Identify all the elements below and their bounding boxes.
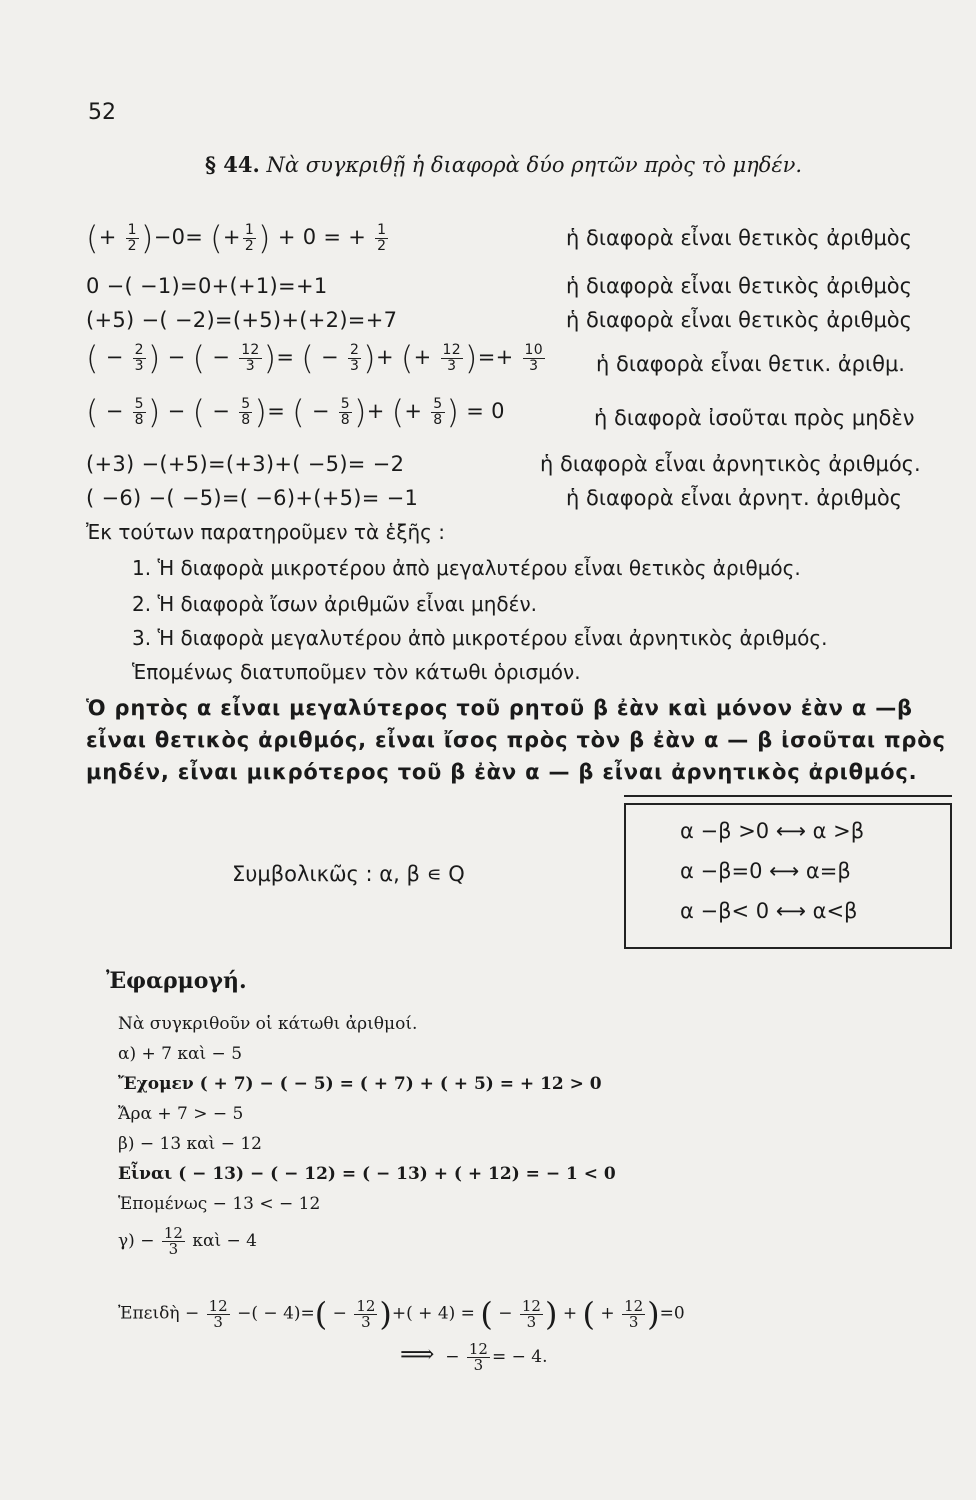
equation-1: (+ $\frac{1}{2}$ )−0= (+ $\frac{1}{2}$ ) + 0 = + $\frac{1}{2}$ [86,219,387,257]
symbolic-row-2: α −β=0 ⟷ α=β [680,859,851,883]
application-line-8: γ) − $\frac{12}{3}$ καὶ − 4 [118,1224,257,1258]
application-line-6: Εἶναι ( − 13) − ( − 12) = ( − 13) + ( + 12) = − 1 < 0 [118,1164,616,1184]
observation-3: 3. Ἡ διαφορὰ μεγαλυτέρου ἀπὸ μικροτέρου εἶναι ἀρνητικὸς ἀριθμός. [132,626,828,650]
observations-outro: Ἑπομένως διατυποῦμεν τὸν κάτωθι ὁρισμόν. [132,660,581,684]
application-title: Ἐφαρμογή. [106,968,247,994]
application-line-7: Ἑπομένως − 13 < − 12 [118,1194,321,1214]
section-heading: Νὰ συγκριθῇ ἡ διαφορὰ δύο ρητῶν πρὸς τὸ μηδέν. [266,153,803,177]
equation-4-result: ἡ διαφορὰ εἶναι θετικ. ἀριθμ. [596,352,905,376]
application-line-9: Ἐπειδὴ − $\frac{12}{3}$ −( − 4)=( − $\frac{12}{3}$ )+( + 4) = ( − $\frac{12}{3}$ ) + ( + $\frac{12}{3}$ )=0 [118,1295,685,1333]
section-title [205,152,802,177]
equation-3-result: ἡ διαφορὰ εἶναι θετικὸς ἀριθμὸς [566,308,912,332]
application-line-5: β) − 13 καὶ − 12 [118,1134,263,1154]
equation-3: (+5) −( −2)=(+5)+(+2)=+7 [86,308,398,332]
definition-line-1: Ὁ ρητὸς α εἶναι μεγαλύτερος τοῦ ρητοῦ β ἐὰν καὶ μόνον ἐὰν α —β [86,696,913,720]
box-top-rule [624,795,952,797]
equation-4: ( − $\frac{2}{3}$ ) − ( − $\frac{12}{3}$ )= ( − $\frac{2}{3}$ )+ (+ $\frac{12}{3}$ )=+ $\frac{10}{3}$ [86,339,543,377]
equation-7-result: ἡ διαφορὰ εἶναι ἀρνητ. ἀριθμὸς [566,486,903,510]
equation-2-result: ἡ διαφορὰ εἶναι θετικὸς ἀριθμὸς [566,274,912,298]
symbolic-box [624,803,952,949]
equation-7: ( −6) −( −5)=( −6)+(+5)= −1 [86,486,419,510]
symbolic-label: Συμβολικῶς : α, β ∊ Q [232,862,465,886]
equation-6-result: ἡ διαφορὰ εἶναι ἀρνητικὸς ἀριθμός. [540,452,921,476]
page-number: 52 [88,100,116,125]
observations-intro: Ἐκ τούτων παρατηροῦμεν τὰ ἑξῆς : [86,520,445,544]
observation-1: 1. Ἡ διαφορὰ μικροτέρου ἀπὸ μεγαλυτέρου εἶναι θετικὸς ἀριθμός. [132,556,801,580]
section-number: § 44. [205,152,260,177]
symbolic-row-3: α −β< 0 ⟷ α<β [680,899,858,923]
application-line-3: Ἔχομεν ( + 7) − ( − 5) = ( + 7) + ( + 5) = + 12 > 0 [118,1074,602,1094]
equation-1-result: ἡ διαφορὰ εἶναι θετικὸς ἀριθμὸς [566,226,912,250]
observation-2: 2. Ἡ διαφορὰ ἴσων ἀριθμῶν εἶναι μηδέν. [132,592,537,616]
definition-line-2: εἶναι θετικὸς ἀριθμός, εἶναι ἴσος πρὸς τὸν β ἐὰν α — β ἰσοῦται πρὸς [86,728,946,752]
application-line-1: Νὰ συγκριθοῦν οἱ κάτωθι ἀριθμοί. [118,1014,418,1034]
symbolic-row-1: α −β >0 ⟷ α >β [680,819,865,843]
application-line-10: ⟹ − $\frac{12}{3}$ = − 4. [400,1340,548,1374]
equation-2: 0 −( −1)=0+(+1)=+1 [86,274,328,298]
definition-line-3: μηδέν, εἶναι μικρότερος τοῦ β ἐὰν α — β εἶναι ἀρνητικὸς ἀριθμός. [86,760,918,784]
application-line-2: α) + 7 καὶ − 5 [118,1044,243,1064]
application-line-4: Ἄρα + 7 > − 5 [118,1104,244,1124]
equation-6: (+3) −(+5)=(+3)+( −5)= −2 [86,452,405,476]
equation-5: ( − $\frac{5}{8}$ ) − ( − $\frac{5}{8}$ )= ( − $\frac{5}{8}$ )+ (+ $\frac{5}{8}$ ) = 0 [86,393,505,431]
equation-5-result: ἡ διαφορὰ ἰσοῦται πρὸς μηδὲν [594,406,915,430]
